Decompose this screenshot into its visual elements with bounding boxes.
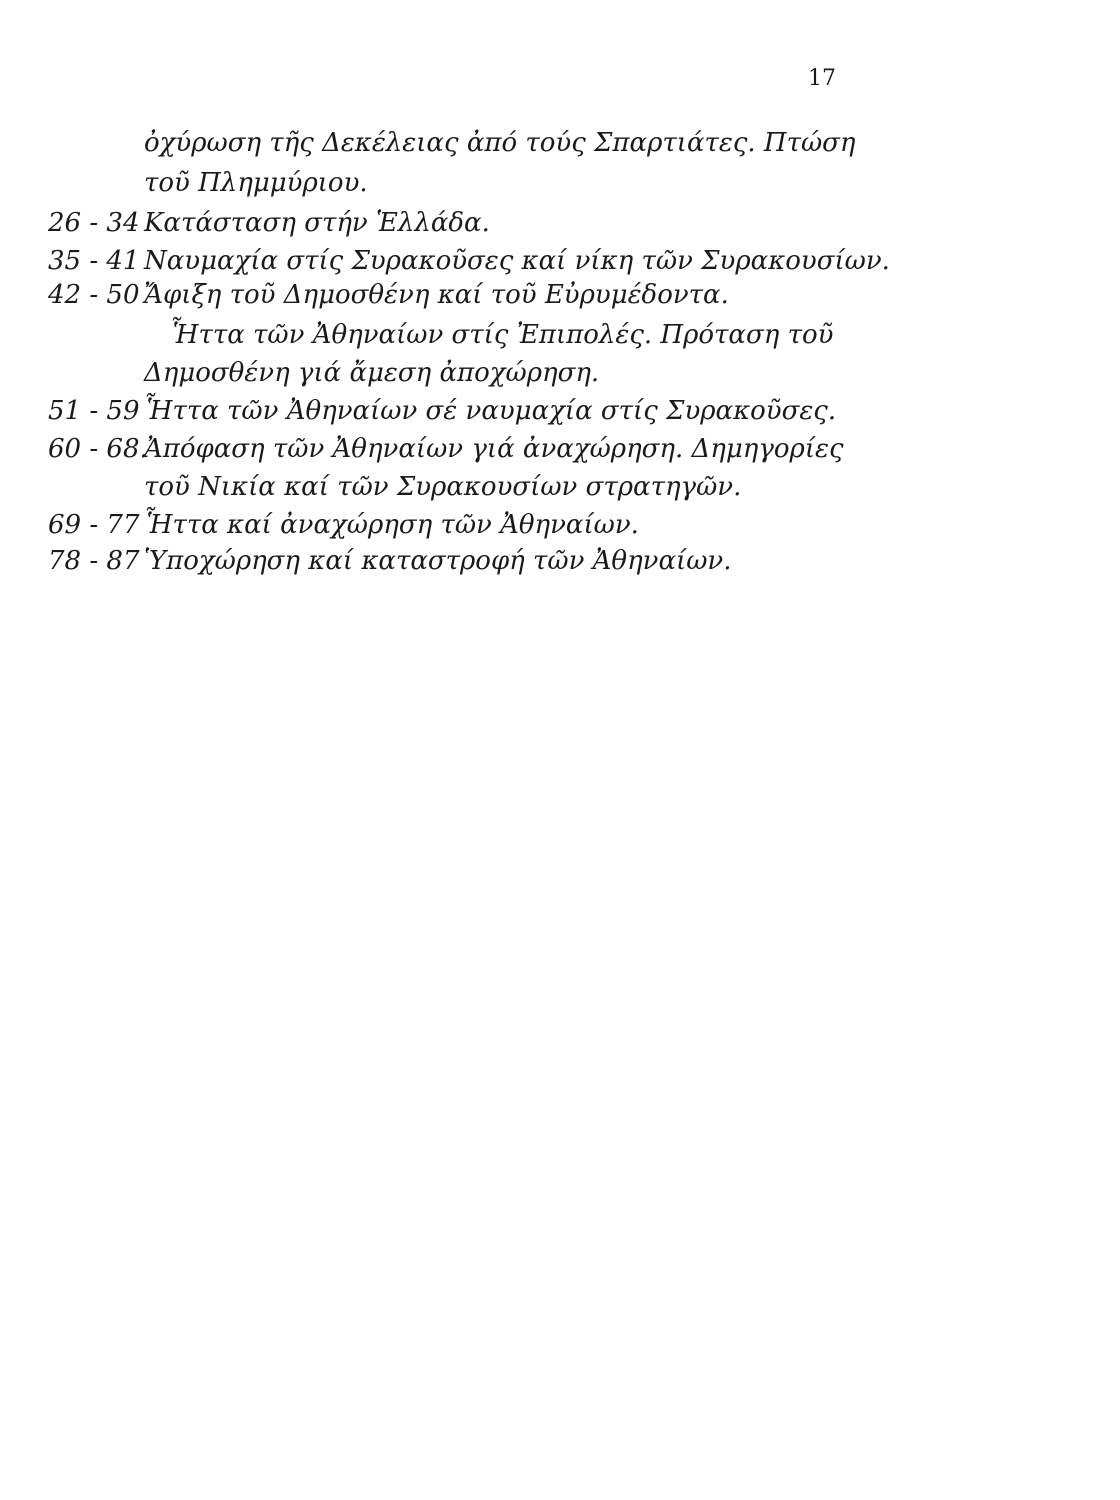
toc-text: Ἀπόφαση τῶν Ἀθηναίων γιά ἀναχώρηση. Δημηγορίες	[144, 434, 844, 464]
toc-text: Κατάσταση στήν Ἑλλάδα.	[144, 208, 490, 238]
toc-text: τοῦ Νικία καί τῶν Συρακουσίων στρατηγῶν.	[144, 472, 742, 502]
toc-range: 51 - 59	[48, 396, 140, 426]
toc-text: Ὑποχώρηση καί καταστροφή τῶν Ἀθηναίων.	[144, 546, 732, 576]
toc-range: 35 - 41	[48, 246, 140, 276]
toc-text: Ἄφιξη τοῦ Δημοσθένη καί τοῦ Εὐρυμέδοντα.	[144, 280, 729, 310]
toc-text: ὀχύρωση τῆς Δεκέλειας ἀπό τούς Σπαρτιάτες. Πτώση	[144, 128, 856, 158]
toc-text: τοῦ Πλημμύριου.	[144, 168, 368, 198]
toc-range: 60 - 68.	[48, 434, 148, 464]
toc-range: 69 - 77	[48, 510, 140, 540]
toc-text: Δημοσθένη γιά ἄμεση ἀποχώρηση.	[144, 358, 600, 388]
toc-text: Ἧττα τῶν Ἀθηναίων σέ ναυμαχία στίς Συρακοῦσες.	[144, 396, 837, 426]
page-number: 17	[808, 66, 836, 91]
toc-range: 26 - 34	[48, 208, 140, 238]
toc-text: Ἧττα καί ἀναχώρηση τῶν Ἀθηναίων.	[144, 510, 639, 540]
toc-text: Ἧττα τῶν Ἀθηναίων στίς Ἐπιπολές. Πρόταση τοῦ	[170, 320, 834, 350]
toc-range: 78 - 87	[48, 546, 140, 576]
toc-range: 42 - 50	[48, 280, 140, 310]
toc-text: Ναυμαχία στίς Συρακοῦσες καί νίκη τῶν Συρακουσίων.	[144, 246, 890, 276]
